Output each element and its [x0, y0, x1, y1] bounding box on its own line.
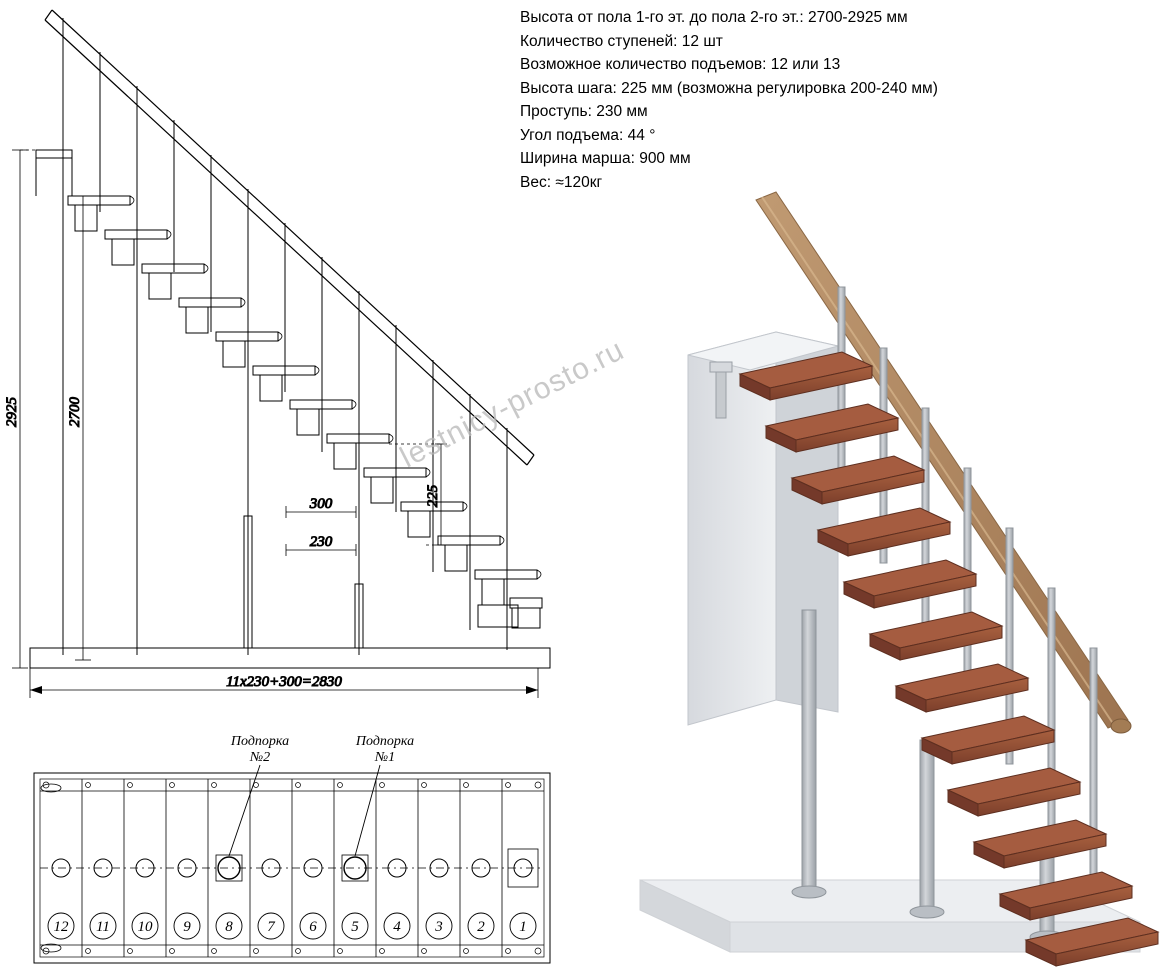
plan-step-number: 1: [519, 919, 527, 935]
floor-slab: [30, 648, 550, 668]
elevation-drawing: [0, 0, 560, 715]
support-2-number: №2: [249, 750, 271, 765]
plan-step-number: 7: [267, 919, 275, 935]
tread-3d: [844, 560, 976, 608]
dim-run-label: 11x230+300=2830: [226, 674, 342, 690]
plan-step-number: 4: [393, 919, 401, 935]
plan-step-number: 6: [309, 919, 317, 935]
plan-step-number: 5: [351, 919, 359, 935]
tread-nosing-group: [130, 196, 541, 579]
spec-line-angle: Угол подъема: 44 °: [520, 126, 656, 144]
spec-line-weight: Вес: ≈120кг: [520, 173, 603, 191]
plan-svg: [20, 725, 565, 975]
support-1-number: №1: [374, 750, 396, 765]
plan-step-number: 2: [477, 919, 485, 935]
dim-riser-label: 225: [425, 484, 441, 508]
spec-line-step-count: Количество ступеней: 12 шт: [520, 32, 723, 50]
dim-first-going-label: 300: [309, 496, 333, 512]
render-svg: [580, 180, 1166, 977]
support-2-label: Подпорка: [230, 734, 290, 749]
spec-line-riser-height: Высота шага: 225 мм (возможна регулировка 200-240 мм): [520, 79, 938, 97]
dim-going-label: 230: [309, 534, 333, 550]
spec-line-going: Проступь: 230 мм: [520, 103, 648, 120]
stair-3d-render: [580, 180, 1166, 977]
dim-total-height-label: 2925: [4, 397, 20, 427]
spec-line-riser-count: Возможное количество подъемов: 12 или 13: [520, 56, 841, 73]
plan-step-number: 3: [435, 919, 443, 935]
spec-line-total-height: Высота от пола 1-го эт. до пола 2-го эт.: 2700-2925 мм: [520, 9, 908, 26]
dim-floor-height-label: 2700: [67, 397, 83, 427]
tread-3d: [948, 768, 1080, 816]
plan-step-number: 8: [225, 919, 233, 935]
plan-step-number: 9: [183, 919, 191, 935]
plan-drawing: [20, 725, 565, 975]
baluster-group: [63, 18, 507, 655]
plan-step-number: 12: [53, 919, 69, 935]
tread-3d: [922, 716, 1054, 764]
plan-step-number: 10: [137, 919, 153, 935]
watermark: lestnicy-prosto.ru: [395, 333, 630, 475]
upper-floor-slab: [36, 150, 72, 196]
specification-list: [520, 6, 1150, 194]
handrail-line: [45, 10, 534, 465]
elevation-svg: [0, 0, 560, 715]
support-1-label: Подпорка: [355, 734, 415, 749]
dim-floor-height: [75, 196, 91, 660]
support-post-group: [244, 516, 363, 648]
plan-step-number: 11: [96, 919, 110, 935]
spec-line-width: Ширина марша: 900 мм: [520, 150, 691, 167]
tread-3d: [870, 612, 1002, 660]
